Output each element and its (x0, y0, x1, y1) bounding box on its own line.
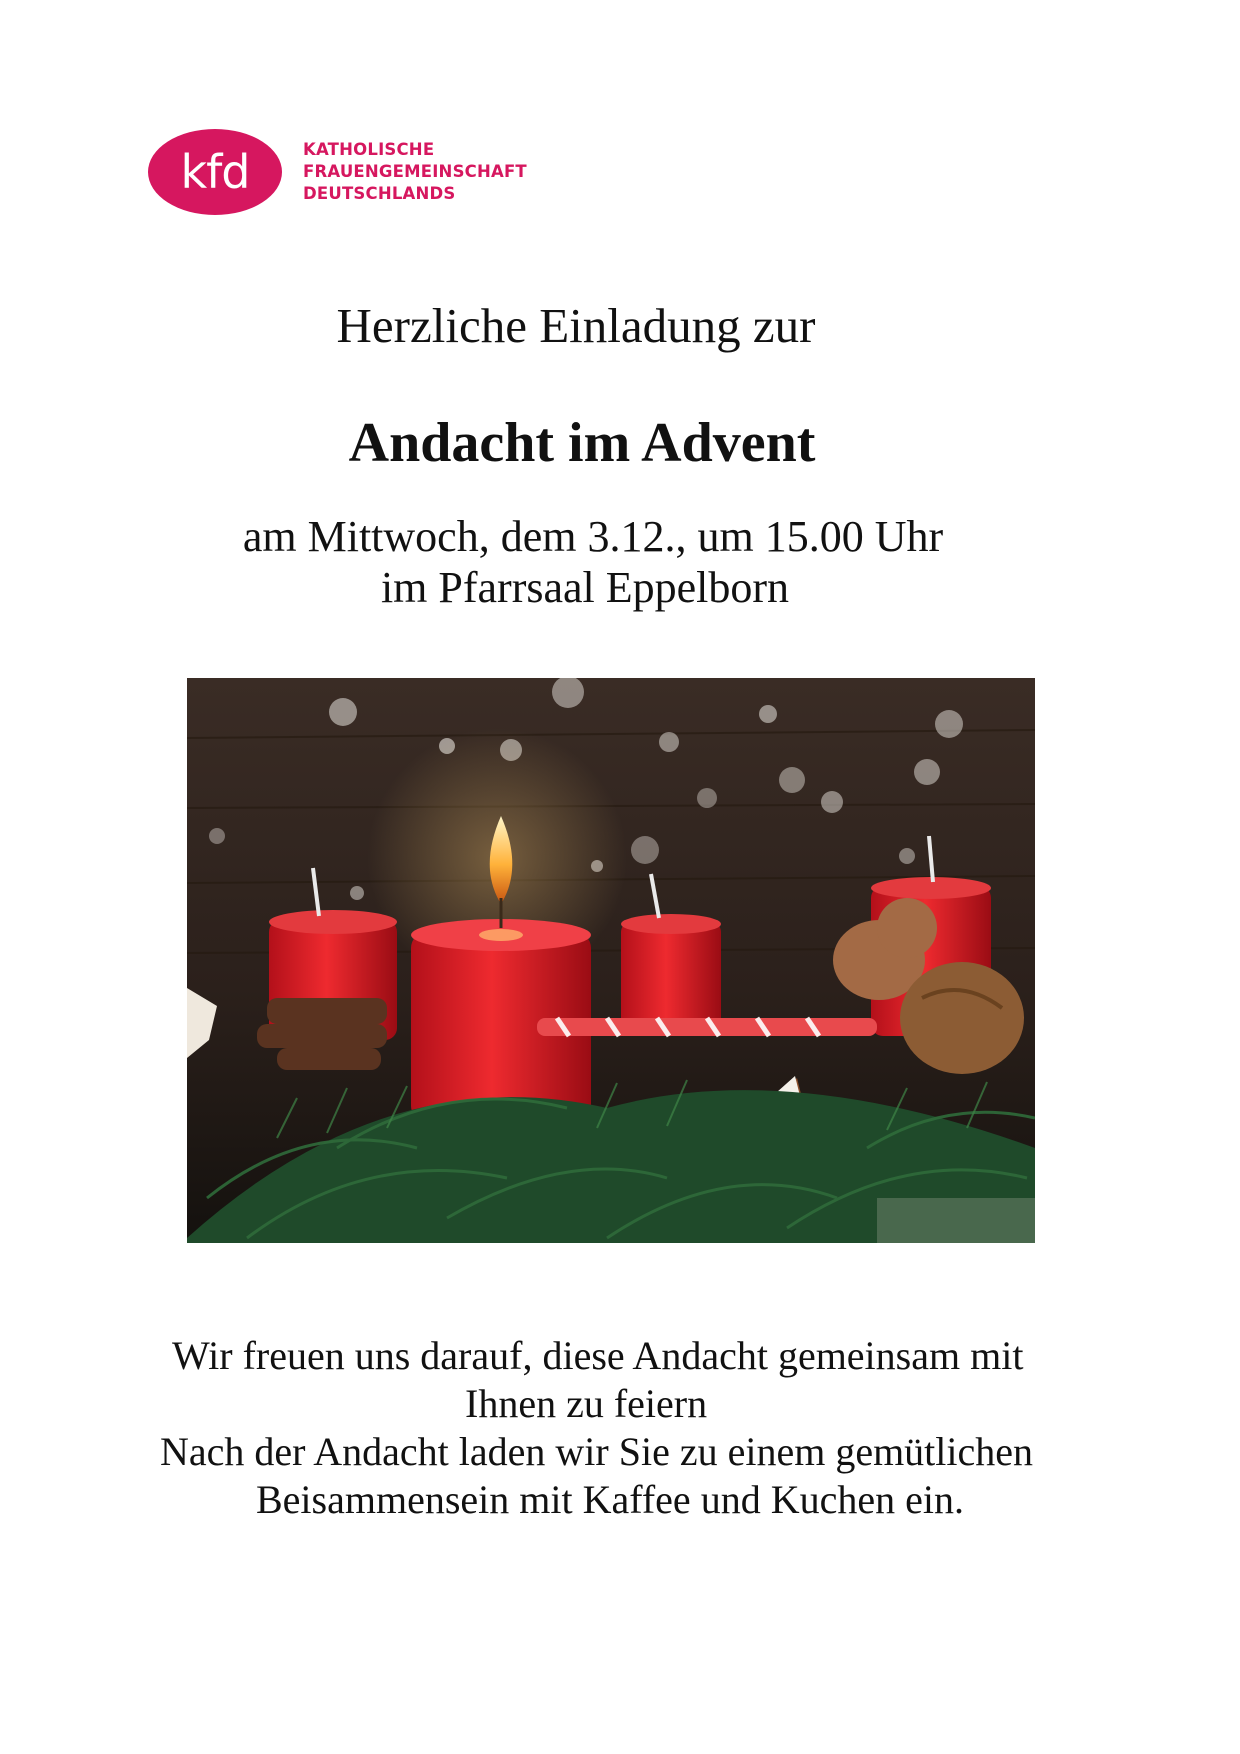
invitation-intro: Herzliche Einladung zur (336, 298, 816, 353)
message-line-3: Nach der Andacht laden wir Sie zu einem gemütlichen (160, 1429, 1034, 1474)
message-line-1: Wir freuen uns darauf, diese Andacht gemeinsam mit (172, 1333, 1024, 1378)
kfd-logo-wordmark (303, 139, 527, 205)
kfd-logo-oval (148, 129, 282, 215)
advent-candles-photo (187, 678, 1035, 1243)
event-title: Andacht im Advent (348, 412, 816, 474)
event-date-time: am Mittwoch, dem 3.12., um 15.00 Uhr (242, 512, 944, 561)
kfd-logo-line-3: DEUTSCHLANDS (303, 184, 456, 203)
event-location: im Pfarrsaal Eppelborn (380, 563, 790, 612)
kfd-logo-abbreviation: kfd (180, 145, 250, 199)
kfd-logo-line-2: FRAUENGEMEINSCHAFT (303, 162, 527, 181)
message-line-4: Beisammensein mit Kaffee und Kuchen ein. (256, 1477, 964, 1522)
kfd-logo-line-1: KATHOLISCHE (303, 140, 435, 159)
kfd-logo (148, 127, 568, 221)
message-line-2: Ihnen zu feiern (465, 1381, 708, 1426)
